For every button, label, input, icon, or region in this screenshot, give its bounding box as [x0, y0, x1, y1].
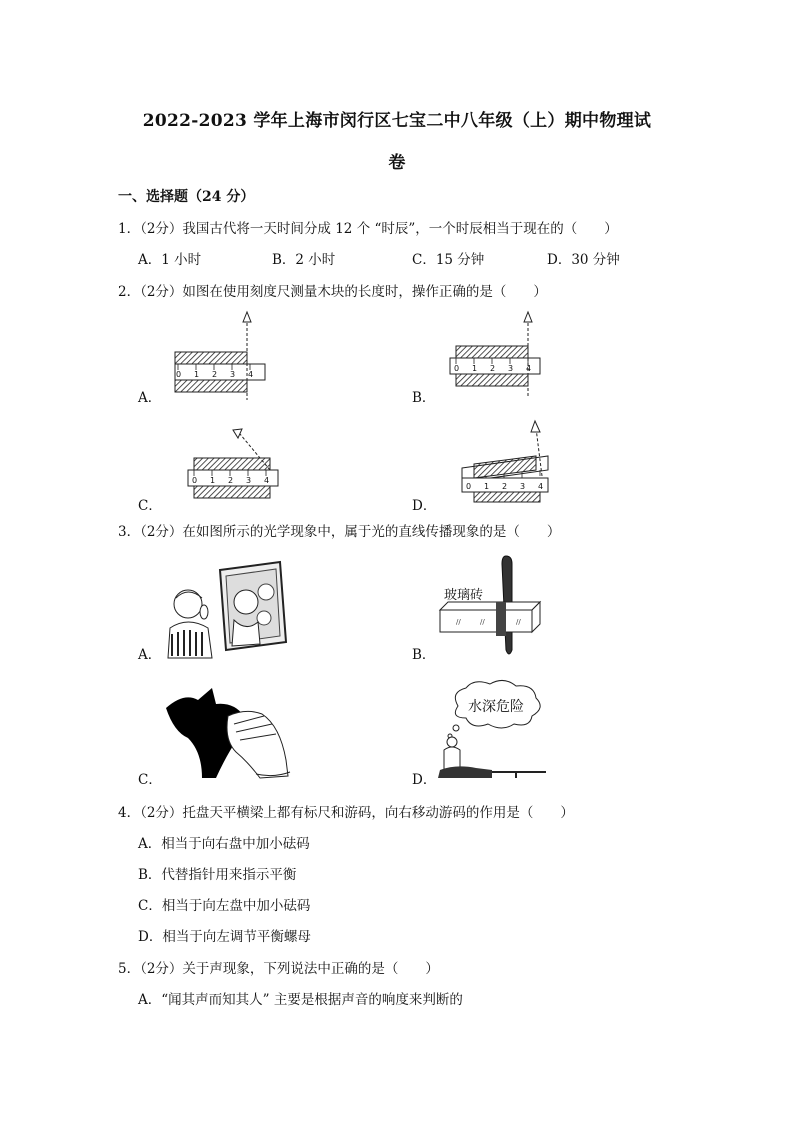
q3-label-a: A． [138, 647, 162, 663]
q2-label-b: B． [412, 390, 436, 406]
question-1-stem: 1．（2分）我国古代将一天时间分成 12 个 “时辰”，一个时辰相当于现在的（ ） [118, 221, 618, 237]
q3-figure-a-mirror [164, 560, 288, 660]
tick-1: 1 [210, 476, 216, 485]
glass-brick-label: 玻璃砖 [444, 588, 484, 603]
q5-option-a: A．“闻其声而知其人” 主要是根据声音的响度来判断的 [138, 992, 463, 1008]
tick-1: 1 [484, 482, 490, 491]
water-danger-bubble-text: 水深危险 [468, 699, 524, 715]
svg-text://: // [516, 618, 521, 626]
tick-3: 3 [520, 482, 526, 491]
q1-option-d: D．30 分钟 [547, 252, 620, 268]
tick-1: 1 [194, 370, 200, 379]
exam-title-line1: 2022-2023 学年上海市闵行区七宝二中八年级（上）期中物理试 [142, 111, 652, 131]
q4-option-c: C．相当于向左盘中加小砝码 [138, 898, 311, 914]
tick-4: 4 [538, 482, 544, 491]
q3-figure-d-water [436, 678, 548, 778]
question-4-stem: 4．（2分）托盘天平横梁上都有标尺和游码，向右移动游码的作用是（ ） [118, 805, 574, 821]
exam-title-line2: 卷 [388, 153, 406, 173]
tick-2: 2 [228, 476, 234, 485]
question-3-stem: 3．（2分）在如图所示的光学现象中，属于光的直线传播现象的是（ ） [118, 524, 561, 540]
q2-figure-b [444, 306, 554, 402]
q3-figure-c-shadow [164, 686, 292, 782]
q2-label-c: C． [138, 498, 162, 514]
svg-text://: // [480, 618, 485, 626]
q3-label-c: C． [138, 772, 162, 788]
tick-2: 2 [212, 370, 218, 379]
q2-figure-c [180, 418, 290, 508]
tick-2: 2 [502, 482, 508, 491]
q2-figure-a [166, 310, 276, 400]
q3-figure-b-glass [436, 554, 548, 658]
q2-label-a: A． [138, 390, 162, 406]
tick-0: 0 [466, 482, 472, 491]
q1-option-b: B．2 小时 [272, 252, 336, 268]
section-heading: 一、选择题（24 分） [118, 189, 255, 205]
tick-0: 0 [176, 370, 182, 379]
q3-label-b: B． [412, 647, 436, 663]
q1-option-c: C．15 分钟 [412, 252, 485, 268]
tick-0: 0 [192, 476, 198, 485]
tick-3: 3 [508, 364, 514, 373]
tick-2: 2 [490, 364, 496, 373]
question-5-stem: 5．（2分）关于声现象，下列说法中正确的是（ ） [118, 961, 439, 977]
tick-4: 4 [248, 370, 254, 379]
q1-option-a: A．1 小时 [138, 252, 202, 268]
q4-option-d: D．相当于向左调节平衡螺母 [138, 929, 311, 945]
question-2-stem: 2．（2分）如图在使用刻度尺测量木块的长度时，操作正确的是（ ） [118, 284, 547, 300]
q2-figure-d [452, 412, 562, 508]
tick-3: 3 [230, 370, 236, 379]
tick-4: 4 [264, 476, 270, 485]
tick-0: 0 [454, 364, 460, 373]
q2-label-d: D． [412, 498, 437, 514]
tick-4: 4 [526, 364, 532, 373]
q4-option-a: A．相当于向右盘中加小砝码 [138, 836, 310, 852]
tick-3: 3 [246, 476, 252, 485]
q3-label-d: D． [412, 772, 437, 788]
svg-text://: // [456, 618, 461, 626]
q4-option-b: B．代替指针用来指示平衡 [138, 867, 297, 883]
tick-1: 1 [472, 364, 478, 373]
